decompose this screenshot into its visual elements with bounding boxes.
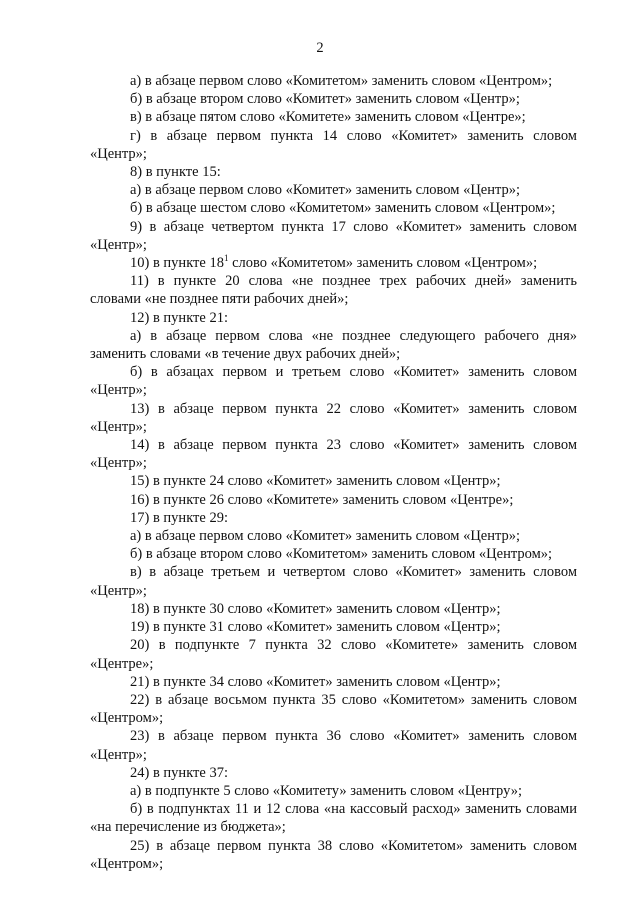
paragraph: 16) в пункте 26 слово «Комитете» заменить словом «Центре»; [130,491,514,508]
paragraph: 14) в абзаце первом пункта 23 слово «Комитет» заменить словом «Центр»; [90,437,577,472]
paragraph: 8) в пункте 15: [130,164,221,181]
paragraph: б) в абзаце втором слово «Комитет» заменить словом «Центр»; [130,91,520,108]
paragraph: а) в абзаце первом слова «не позднее следующего рабочего дня» заменить словами «в течение двух рабочих дней»; [90,327,577,363]
paragraph: г) в абзаце первом пункта 14 слово «Комитет» заменить словом «Центр»; [90,127,577,162]
paragraph: 24) в пункте 37: [130,764,228,781]
paragraph: 22) в абзаце восьмом пункта 35 слово «Комитетом» заменить словом «Центром»; [90,691,577,727]
paragraph: б) в абзаце шестом слово «Комитетом» заменить словом «Центром»; [130,200,556,217]
paragraph: в) в абзаце третьем и четвертом слово «Комитет» заменить словом «Центр»; [90,564,577,599]
paragraph: 21) в пункте 34 слово «Комитет» заменить словом «Центр»; [130,673,501,690]
paragraph: б) в абзаце втором слово «Комитетом» заменить словом «Центром»; [130,546,553,563]
superscript: 1 [223,253,229,264]
paragraph: 20) в подпункте 7 пункта 32 слово «Комитете» заменить словом «Центре»; [90,637,577,672]
paragraph: 11) в пункте 20 слова «не позднее трех рабочих дней» заменить словами «не позднее пяти рабочих дней»; [90,273,577,308]
paragraph: 17) в пункте 29: [130,509,228,526]
paragraph: 19) в пункте 31 слово «Комитет» заменить словом «Центр»; [130,619,501,636]
paragraph: б) в абзацах первом и третьем слово «Комитет» заменить словом «Центр»; [90,364,577,399]
paragraph-text: слово «Комитетом» заменить словом «Центром»; [228,255,538,272]
paragraph: 23) в абзаце первом пункта 36 слово «Комитет» заменить словом «Центр»; [90,728,577,763]
paragraph: 12) в пункте 21: [130,309,228,326]
paragraph: а) в абзаце первом слово «Комитетом» заменить словом «Центром»; [130,73,553,89]
paragraph: 9) в абзаце четвертом пункта 17 слово «Комитет» заменить словом «Центр»; [90,218,577,253]
paragraph: 13) в абзаце первом пункта 22 слово «Комитет» заменить словом «Центр»; [90,400,577,435]
paragraph: а) в абзаце первом слово «Комитет» заменить словом «Центр»; [130,528,521,545]
paragraph: 15) в пункте 24 слово «Комитет» заменить словом «Центр»; [130,473,501,490]
paragraph: в) в абзаце пятом слово «Комитете» заменить словом «Центре»; [130,109,526,126]
page-number: 2 [316,40,324,56]
paragraph [90,254,577,272]
document-body [90,72,577,873]
paragraph: а) в абзаце первом слово «Комитет» заменить словом «Центр»; [130,182,521,199]
paragraph: 18) в пункте 30 слово «Комитет» заменить словом «Центр»; [130,600,501,617]
paragraph: б) в подпунктах 11 и 12 слова «на кассовый расход» заменить словами «на перечисление из бюджета»; [90,801,577,836]
paragraph: 25) в абзаце первом пункта 38 слово «Комитетом» заменить словом «Центром»; [90,837,577,872]
paragraph-text: 10) в пункте 18 [130,255,224,272]
paragraph: а) в подпункте 5 слово «Комитету» заменить словом «Центру»; [130,782,522,799]
